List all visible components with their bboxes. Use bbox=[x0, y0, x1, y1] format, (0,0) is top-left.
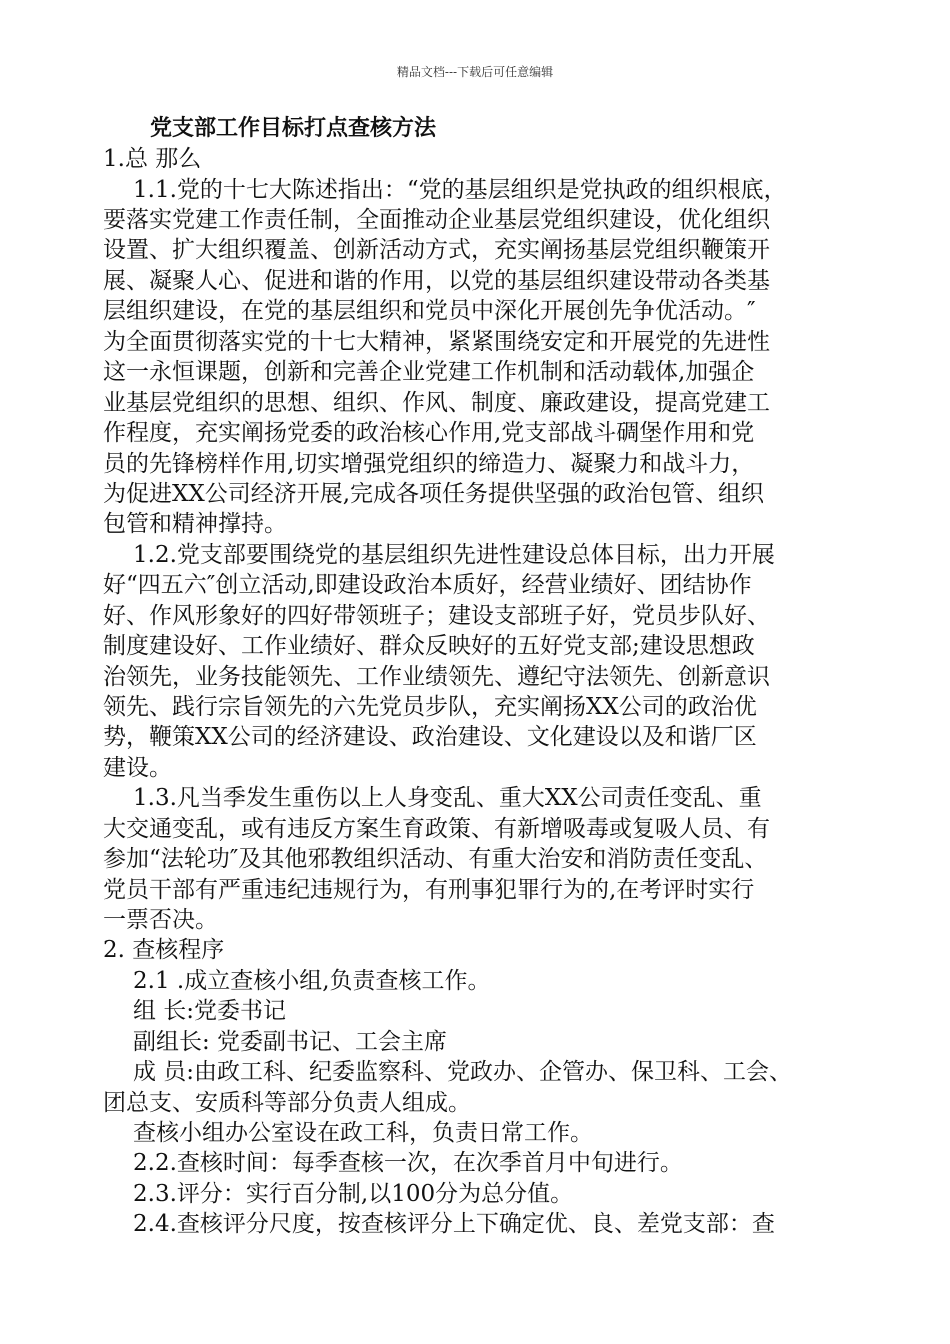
paragraph-line: 查核小组办公室设在政工科，负责日常工作。 bbox=[133, 1120, 593, 1146]
paragraph-line: 1.1.党的十七大陈述指出：“党的基层组织是党执政的组织根底， bbox=[133, 177, 787, 203]
paragraph-line: 势，鞭策XX公司的经济建设、政治建设、文化建设以及和谐厂区 bbox=[103, 724, 757, 750]
paragraph-line: 2.2.查核时间：每季查核一次，在次季首月中旬进行。 bbox=[133, 1150, 683, 1176]
paragraph-line: 2.3.评分：实行百分制,以100分为总分值。 bbox=[133, 1181, 574, 1207]
paragraph-line: 层组织建设，在党的基层组织和党员中深化开展创先争优活动。″ bbox=[103, 298, 756, 324]
paragraph-line: 领先、践行宗旨领先的六先党员步队，充实阐扬XX公司的政治优 bbox=[103, 694, 757, 720]
paragraph-line: 治领先，业务技能领先、工作业绩领先、遵纪守法领先、创新意识 bbox=[103, 664, 770, 690]
paragraph-line: 包管和精神撑持。 bbox=[103, 511, 287, 537]
paragraph-line: 成 员:由政工科、纪委监察科、党政办、企管办、保卫科、工会、 bbox=[133, 1059, 793, 1085]
paragraph-line: 业基层党组织的思想、组织、作风、制度、廉政建设，提高党建工 bbox=[103, 390, 770, 416]
paragraph-line: 为促进XX公司经济开展,完成各项任务提供坚强的政治包管、组织 bbox=[103, 481, 765, 507]
paragraph-line: 1.2.党支部要围绕党的基层组织先进性建设总体目标，出力开展 bbox=[133, 542, 775, 568]
paragraph-line: 展、凝聚人心、促进和谐的作用，以党的基层组织建设带动各类基 bbox=[103, 268, 770, 294]
header-note: 精品文档---下载后可任意编辑 bbox=[396, 65, 554, 79]
paragraph-line: 团总支、安质科等部分负责人组成。 bbox=[103, 1090, 471, 1116]
paragraph-line: 设置、扩大组织覆盖、创新活动方式，充实阐扬基层党组织鞭策开 bbox=[103, 237, 770, 263]
paragraph-line: 这一永恒课题，创新和完善企业党建工作机制和活动载体,加强企 bbox=[103, 359, 755, 385]
paragraph-line: 大交通变乱，或有违反方案生育政策、有新增吸毒或复吸人员、有 bbox=[103, 816, 770, 842]
paragraph-line: 党员干部有严重违纪违规行为，有刑事犯罪行为的,在考评时实行 bbox=[103, 877, 755, 903]
paragraph-line: 为全面贯彻落实党的十七大精神，紧紧围绕安定和开展党的先进性 bbox=[103, 329, 770, 355]
paragraph-line: 1.3.凡当季发生重伤以上人身变乱、重大XX公司责任变乱、重 bbox=[133, 785, 762, 811]
paragraph-line: 一票否决。 bbox=[103, 907, 218, 933]
paragraph-line: 2.1 .成立查核小组,负责查核工作。 bbox=[133, 968, 491, 994]
paragraph-line: 要落实党建工作责任制，全面推动企业基层党组织建设，优化组织 bbox=[103, 207, 770, 233]
paragraph-line: 好、作风形象好的四好带领班子；建设支部班子好，党员步队好、 bbox=[103, 603, 770, 629]
paragraph-line: 作程度，充实阐扬党委的政治核心作用,党支部战斗碉堡作用和党 bbox=[103, 420, 755, 446]
document-title: 党支部工作目标打点查核方法 bbox=[150, 115, 437, 141]
section-heading-procedure: 2. 查核程序 bbox=[103, 937, 225, 963]
paragraph-line: 参加“法轮功″及其他邪教组织活动、有重大治安和消防责任变乱、 bbox=[103, 846, 768, 872]
paragraph-line: 2.4.查核评分尺度，按查核评分上下确定优、良、差党支部：查 bbox=[133, 1211, 775, 1237]
paragraph-line: 副组长: 党委副书记、工会主席 bbox=[133, 1029, 448, 1055]
section-heading-general: 1.总 那么 bbox=[103, 146, 202, 172]
paragraph-line: 好“四五六″创立活动,即建设政治本质好，经营业绩好、团结协作 bbox=[103, 572, 752, 598]
paragraph-line: 组 长:党委书记 bbox=[133, 998, 287, 1024]
paragraph-line: 员的先锋榜样作用,切实增强党组织的缔造力、凝聚力和战斗力， bbox=[103, 451, 755, 477]
paragraph-line: 建设。 bbox=[103, 755, 172, 781]
paragraph-line: 制度建设好、工作业绩好、群众反映好的五好党支部;建设思想政 bbox=[103, 633, 755, 659]
